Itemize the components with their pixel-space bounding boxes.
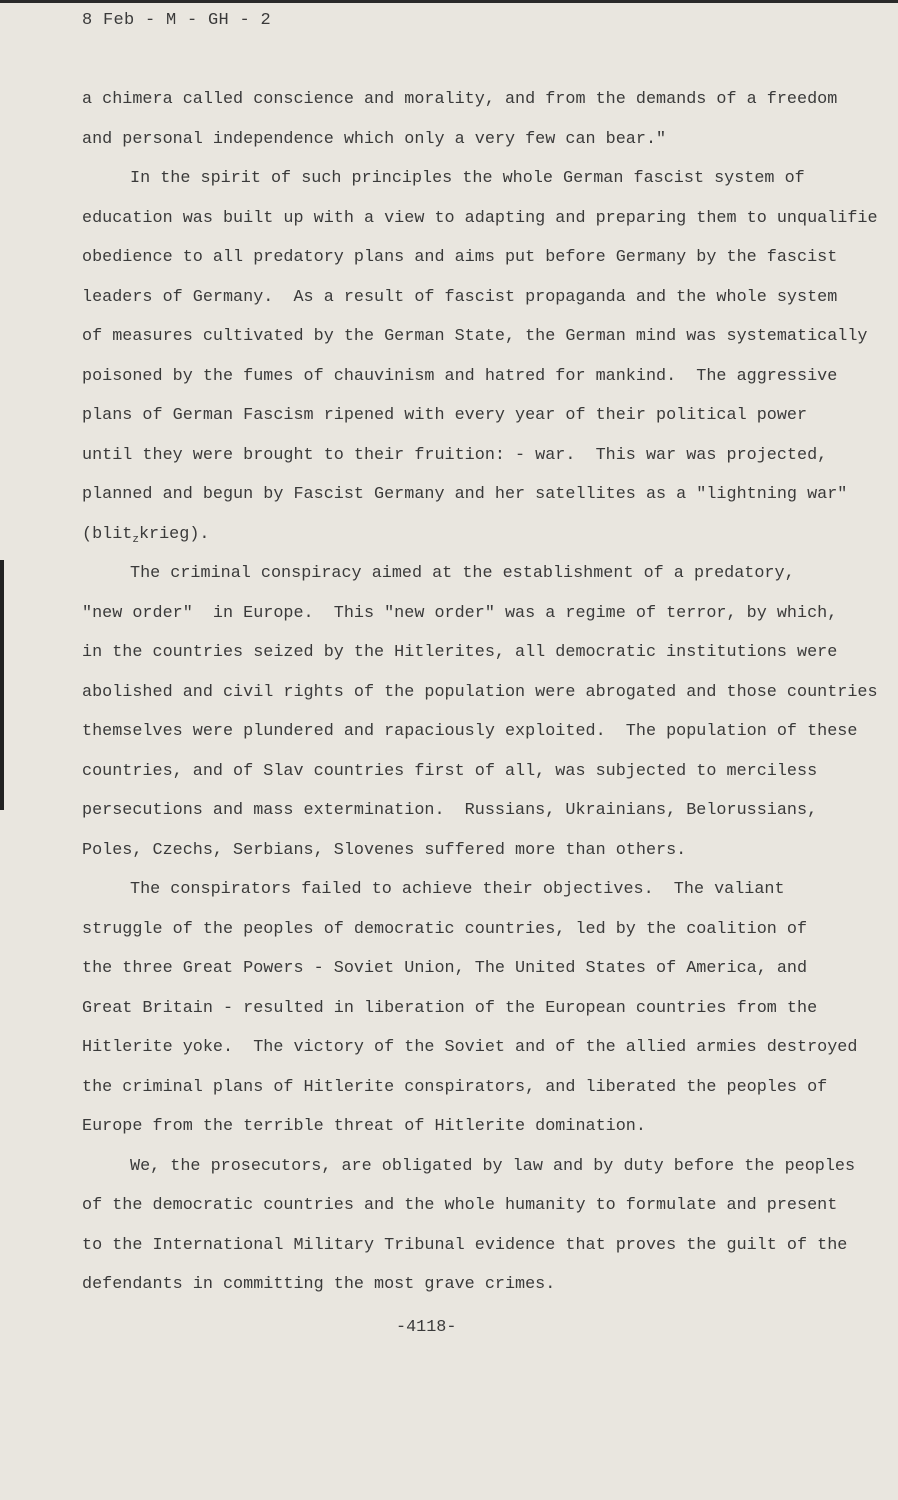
text-line: a chimera called conscience and morality, and from the demands of a freedom (82, 90, 838, 109)
text-line: and personal independence which only a very few can bear." (82, 129, 667, 149)
text-line: Great Britain - resulted in liberation of the European countries from the (82, 998, 818, 1018)
text-line: plans of German Fascism ripened with every year of their political power (82, 406, 808, 425)
text-line: of the democratic countries and the whole humanity to formulate and present (82, 1196, 838, 1215)
text-line: of measures cultivated by the German State, the German mind was systematically (82, 327, 868, 346)
text-line: in the countries seized by the Hitlerites, all democratic institutions were (82, 643, 838, 662)
document-header: 8 Feb - M - GH - 2 (82, 11, 272, 30)
text-line: themselves were plundered and rapaciously exploited. The population of these (82, 722, 858, 741)
text-line: countries, and of Slav countries first of all, was subjected to merciless (82, 761, 818, 781)
paragraph-start: In the spirit of such principles the whole German fascist system of (130, 169, 805, 188)
text-line: leaders of Germany. As a result of fascist propaganda and the whole system (82, 287, 838, 307)
document-body (82, 80, 898, 1305)
text-line (82, 515, 898, 555)
text-line: the three Great Powers - Soviet Union, The United States of America, and (82, 959, 808, 978)
blitz-before: (blit (82, 524, 133, 544)
text-line: Hitlerite yoke. The victory of the Soviet and of the allied armies destroyed (82, 1038, 858, 1057)
text-line: poisoned by the fumes of chauvinism and hatred for mankind. The aggressive (82, 366, 838, 386)
page-number: -4118- (396, 1318, 457, 1337)
text-line: defendants in committing the most grave crimes. (82, 1275, 556, 1294)
text-line: persecutions and mass extermination. Russians, Ukrainians, Belorussians, (82, 801, 818, 820)
paragraph-start: The conspirators failed to achieve their objectives. The valiant (130, 880, 785, 899)
text-line: Europe from the terrible threat of Hitlerite domination. (82, 1117, 646, 1136)
text-line: until they were brought to their fruition: - war. This war was projected, (82, 445, 828, 465)
text-line: obedience to all predatory plans and aims put before Germany by the fascist (82, 248, 838, 267)
blitz-subscript: z (132, 533, 139, 546)
text-line: Poles, Czechs, Serbians, Slovenes suffered more than others. (82, 840, 687, 860)
paragraph-start: We, the prosecutors, are obligated by law and by duty before the peoples (130, 1156, 856, 1176)
text-line: to the International Military Tribunal evidence that proves the guilt of the (82, 1235, 848, 1255)
text-line: abolished and civil rights of the population were abrogated and those countries (82, 682, 878, 702)
page-edge (0, 0, 898, 3)
paragraph-start: The criminal conspiracy aimed at the establishment of a predatory, (130, 564, 795, 583)
page-edge-shadow (0, 560, 4, 810)
text-line: the criminal plans of Hitlerite conspirators, and liberated the peoples of (82, 1077, 828, 1097)
text-line: planned and begun by Fascist Germany and her satellites as a "lightning war" (82, 485, 848, 504)
text-line: "new order" in Europe. This "new order" was a regime of terror, by which, (82, 603, 838, 623)
text-line: education was built up with a view to adapting and preparing them to unqualifie (82, 208, 878, 228)
text-line: struggle of the peoples of democratic countries, led by the coalition of (82, 919, 808, 939)
blitz-after: krieg). (138, 524, 210, 544)
